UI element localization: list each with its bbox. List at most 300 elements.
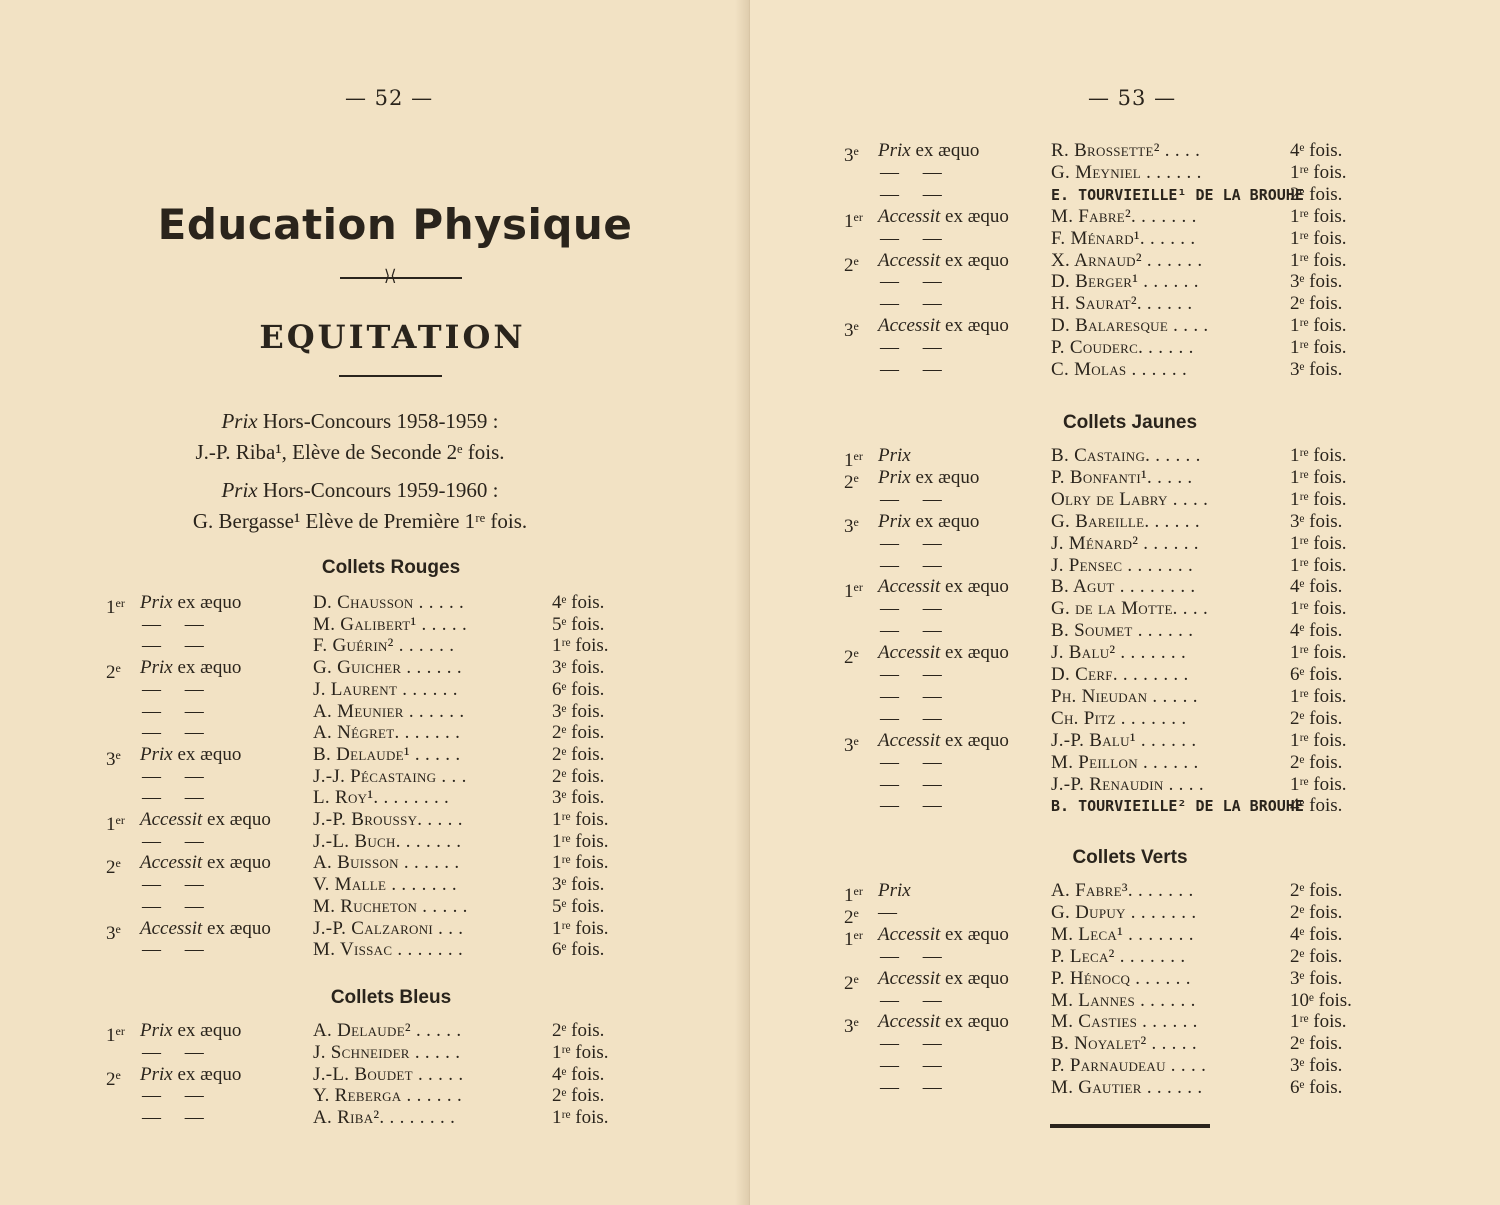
award-qualifier: — — [899, 271, 942, 293]
award-cell — [142, 635, 204, 657]
rank-ordinal: er — [853, 449, 863, 463]
award-qualifier: ex æquo — [940, 205, 1009, 227]
award-qualifier: — — [899, 337, 942, 359]
table-row — [0, 896, 750, 918]
award-label: Accessit — [878, 729, 941, 751]
award-cell — [142, 701, 204, 723]
hors-concours-heading-1: Prix Hors-Concours 1958-1959 : — [221, 409, 499, 433]
table-row — [750, 359, 1500, 381]
award-label: — — [878, 901, 897, 923]
rank-cell: 2e — [106, 1067, 121, 1090]
award-qualifier: ex æquo — [940, 729, 1009, 751]
section-heading: Collets Rouges — [321, 557, 461, 578]
student-name: J.-L. Boudet . . . . . — [313, 1063, 464, 1085]
award-qualifier: — — [161, 895, 204, 917]
award-label: Accessit — [878, 642, 941, 664]
award-cell — [880, 293, 942, 315]
table-row — [750, 1011, 1500, 1038]
award-qualifier: — — [899, 598, 942, 620]
award-cell — [880, 489, 942, 511]
award-cell — [880, 337, 942, 359]
table-row — [750, 337, 1500, 359]
times-count: 2ᵉ fois. — [1290, 183, 1343, 205]
student-name: A. Delaude² . . . . . — [313, 1020, 462, 1041]
rank-ordinal: e — [115, 856, 121, 871]
award-label: Prix — [878, 880, 911, 901]
student-name: J.-L. Buch. . . . . . . — [313, 830, 462, 852]
table-row — [0, 1085, 750, 1107]
table-row — [0, 679, 750, 701]
award-label: — — [880, 598, 899, 620]
times-count: 1ʳᵉ fois. — [1290, 205, 1347, 227]
award-qualifier: — — [161, 787, 204, 809]
award-cell — [142, 766, 204, 788]
student-name: X. Arnaud² . . . . . . — [1051, 249, 1203, 271]
award-cell — [140, 592, 241, 614]
award-label: Accessit — [878, 1011, 941, 1033]
times-count: 2ᵉ fois. — [552, 1020, 605, 1041]
award-label: Prix — [878, 140, 911, 161]
times-count: 4ᵉ fois. — [1290, 923, 1343, 945]
award-label: — — [142, 895, 161, 917]
student-name: M. Fabre². . . . . . . — [1051, 205, 1197, 227]
table-row — [0, 766, 750, 788]
award-qualifier: ex æquo — [940, 315, 1009, 337]
award-cell — [878, 576, 1009, 598]
award-label: — — [880, 773, 899, 795]
award-qualifier: ex æquo — [910, 140, 980, 161]
award-label: — — [142, 1107, 161, 1129]
table-row — [750, 315, 1500, 342]
rank-ordinal: e — [853, 144, 859, 158]
student-name: M. Gautier . . . . . . — [1051, 1077, 1203, 1099]
award-qualifier: — — [899, 685, 942, 707]
award-cell — [880, 1077, 942, 1099]
page-number-right: — 53 — — [1088, 86, 1177, 110]
student-name: J.-J. Pécastaing . . . — [313, 765, 467, 787]
award-label: — — [880, 532, 899, 554]
award-qualifier: — — [899, 161, 942, 183]
award-qualifier: — — [899, 989, 942, 1011]
award-qualifier: ex æquo — [940, 923, 1009, 945]
award-cell — [880, 795, 942, 817]
table-row — [0, 852, 750, 879]
times-count: 1ʳᵉ fois. — [1290, 642, 1347, 664]
times-count: 6ᵉ fois. — [1290, 1077, 1343, 1099]
table-row — [0, 592, 750, 618]
table-row — [750, 598, 1500, 620]
student-name: J. Laurent . . . . . . — [313, 678, 458, 700]
award-label: — — [880, 554, 899, 576]
table-row — [750, 162, 1500, 184]
student-name: J. Schneider . . . . . — [313, 1041, 461, 1063]
award-cell — [142, 1107, 204, 1129]
award-label: — — [880, 989, 899, 1011]
ornament-rule — [340, 277, 462, 279]
table-row — [750, 466, 1500, 493]
student-name: J. Ménard² . . . . . . — [1051, 532, 1199, 554]
rank-cell: 3e — [844, 733, 859, 756]
award-label: — — [142, 765, 161, 787]
award-label: — — [880, 161, 899, 183]
award-label: — — [142, 700, 161, 722]
award-qualifier: — — [899, 795, 942, 817]
award-cell — [142, 1085, 204, 1107]
times-count: 2ᵉ fois. — [1290, 293, 1343, 315]
award-label: Prix — [140, 743, 173, 765]
times-count: 1ʳᵉ fois. — [1290, 532, 1347, 554]
student-name: J.-P. Renaudin . . . . — [1051, 773, 1204, 795]
award-label: — — [880, 664, 899, 685]
times-count: 1ʳᵉ fois. — [1290, 249, 1347, 271]
times-count: 1ʳᵉ fois. — [552, 830, 609, 852]
student-name: P. Hénocq . . . . . . — [1051, 967, 1191, 989]
student-name: F. Guérin² . . . . . . — [313, 635, 455, 657]
times-count: 2ᵉ fois. — [1290, 1033, 1343, 1055]
award-qualifier: — — [161, 939, 204, 961]
award-label: Prix — [140, 1063, 173, 1085]
table-row — [750, 620, 1500, 642]
rank-cell: 1er — [844, 580, 863, 603]
award-label: Prix — [140, 657, 173, 679]
rank-cell: 3e — [106, 747, 121, 770]
student-name: M. Peillon . . . . . . — [1051, 751, 1199, 773]
student-name: A. Meunier . . . . . . — [313, 700, 465, 722]
times-count: 5ᵉ fois. — [552, 613, 605, 635]
student-name: L. Roy¹. . . . . . . . — [313, 787, 450, 809]
times-count: 4ᵉ fois. — [552, 592, 605, 613]
hors-concours-line-1: J.-P. Riba¹, Elève de Seconde 2ᵉ fois. — [195, 440, 505, 464]
award-qualifier: — — [899, 554, 942, 576]
table-row — [750, 664, 1500, 686]
rank-cell: 1er — [844, 209, 863, 232]
times-count: 5ᵉ fois. — [552, 895, 605, 917]
table-row — [750, 990, 1500, 1012]
student-name: P. Couderc. . . . . . — [1051, 337, 1194, 359]
award-qualifier: ex æquo — [172, 1063, 242, 1085]
student-name: M. Leca¹ . . . . . . . — [1051, 923, 1194, 945]
student-name: B. Castaing. . . . . . — [1051, 445, 1201, 466]
table-row — [750, 923, 1500, 950]
award-qualifier: — — [899, 773, 942, 795]
table-row — [0, 701, 750, 723]
award-cell — [878, 902, 897, 924]
award-qualifier: — — [899, 359, 942, 380]
award-cell — [880, 359, 942, 381]
student-name: J.-P. Balu¹ . . . . . . — [1051, 729, 1197, 751]
student-name: M. Rucheton . . . . . — [313, 895, 468, 917]
student-name: M. Casties . . . . . . — [1051, 1011, 1198, 1033]
student-name: F. Ménard¹. . . . . . — [1051, 227, 1196, 249]
rank-ordinal: e — [115, 1067, 121, 1082]
rank-cell: 2e — [106, 661, 121, 684]
times-count: 3ᵉ fois. — [1290, 271, 1343, 293]
rank-cell: 1er — [844, 884, 863, 906]
award-qualifier: ex æquo — [940, 967, 1009, 989]
student-name: A. Riba². . . . . . . . — [313, 1107, 456, 1129]
award-qualifier: ex æquo — [172, 1020, 242, 1041]
table-row — [750, 642, 1500, 669]
award-qualifier: ex æquo — [202, 809, 271, 830]
award-cell — [880, 228, 942, 250]
times-count: 3ᵉ fois. — [552, 874, 605, 896]
award-qualifier: — — [161, 1085, 204, 1107]
times-count: 1ʳᵉ fois. — [1290, 773, 1347, 795]
table-row — [0, 787, 750, 809]
rank-ordinal: e — [115, 921, 121, 936]
ornament-icon: ⟩⟨ — [384, 266, 397, 285]
award-cell — [880, 1033, 942, 1055]
table-row — [750, 686, 1500, 708]
award-cell — [880, 533, 942, 555]
table-row — [750, 1077, 1500, 1099]
award-cell — [878, 730, 1009, 752]
award-label: — — [142, 1041, 161, 1063]
student-name: B. Delaude¹ . . . . . — [313, 743, 461, 765]
times-count: 1ʳᵉ fois. — [1290, 554, 1347, 576]
times-count: 1ʳᵉ fois. — [552, 809, 609, 830]
award-qualifier: ex æquo — [202, 852, 271, 874]
student-name: V. Malle . . . . . . . — [313, 874, 457, 896]
award-qualifier: — — [161, 613, 204, 635]
award-cell — [140, 744, 241, 766]
award-cell — [142, 831, 204, 853]
times-count: 1ʳᵉ fois. — [552, 917, 609, 939]
award-label: Accessit — [140, 852, 203, 874]
table-row — [750, 708, 1500, 730]
table-row — [750, 249, 1500, 276]
times-count: 1ʳᵉ fois. — [1290, 161, 1347, 183]
table-row — [750, 489, 1500, 511]
award-label: — — [880, 293, 899, 315]
award-qualifier: — — [161, 874, 204, 896]
student-name: B. Noyalet² . . . . . — [1051, 1033, 1197, 1055]
award-cell — [880, 664, 942, 686]
times-count: 2ᵉ fois. — [552, 765, 605, 787]
times-count: 1ʳᵉ fois. — [1290, 685, 1347, 707]
award-label: — — [880, 227, 899, 249]
award-qualifier: ex æquo — [910, 466, 980, 488]
student-name: G. Dupuy . . . . . . . — [1051, 901, 1197, 923]
award-qualifier: — — [899, 664, 942, 685]
table-row — [0, 1107, 750, 1129]
table-row — [0, 874, 750, 896]
times-count: 6ᵉ fois. — [552, 939, 605, 961]
times-count: 1ʳᵉ fois. — [552, 852, 609, 874]
award-label: — — [880, 271, 899, 293]
award-cell — [142, 787, 204, 809]
award-label: — — [880, 1077, 899, 1099]
award-label: — — [880, 795, 899, 817]
student-name: D. Chausson . . . . . — [313, 592, 465, 613]
times-count: 1ʳᵉ fois. — [1290, 445, 1347, 466]
award-qualifier: — — [899, 1055, 942, 1077]
times-count: 1ʳᵉ fois. — [1290, 337, 1347, 359]
award-cell — [878, 511, 979, 533]
rank-cell: 2e — [106, 856, 121, 879]
times-count: 6ᵉ fois. — [1290, 664, 1343, 685]
award-cell — [880, 598, 942, 620]
table-row — [0, 743, 750, 770]
award-label: Accessit — [878, 249, 941, 271]
award-label: Prix — [140, 1020, 173, 1041]
student-name: D. Berger¹ . . . . . . — [1051, 271, 1199, 293]
rank-cell: 1er — [106, 596, 125, 618]
table-row — [0, 614, 750, 636]
student-name: Y. Reberga . . . . . . — [313, 1085, 463, 1107]
student-name: J.-P. Calzaroni . . . — [313, 917, 464, 939]
award-label: — — [142, 678, 161, 700]
award-qualifier: — — [899, 751, 942, 773]
table-row — [750, 293, 1500, 315]
award-cell — [878, 206, 1009, 228]
award-cell — [142, 939, 204, 961]
award-cell — [880, 946, 942, 968]
award-label: — — [880, 751, 899, 773]
award-qualifier: — — [161, 765, 204, 787]
student-name: A. Négret. . . . . . . — [313, 722, 461, 744]
rank-cell: 3e — [844, 144, 859, 166]
award-cell — [140, 852, 271, 874]
award-label: — — [880, 337, 899, 359]
rank-ordinal: er — [853, 209, 863, 224]
rank-cell: 1er — [106, 813, 125, 835]
table-row — [750, 445, 1500, 471]
award-cell — [878, 250, 1009, 272]
rank-ordinal: e — [853, 514, 859, 529]
rank-ordinal: er — [853, 927, 863, 942]
award-cell — [878, 445, 911, 467]
award-label: — — [142, 613, 161, 635]
times-count: 2ᵉ fois. — [1290, 901, 1343, 923]
award-qualifier: ex æquo — [910, 510, 980, 532]
award-cell — [140, 1064, 241, 1086]
student-name: M. Lannes . . . . . . — [1051, 989, 1196, 1011]
student-name: G. de la Motte. . . . — [1051, 598, 1209, 620]
times-count: 1ʳᵉ fois. — [1290, 729, 1347, 751]
award-qualifier: — — [899, 945, 942, 967]
title-rule — [339, 375, 442, 377]
rank-cell: 3e — [844, 319, 859, 342]
times-count: 3ᵉ fois. — [1290, 359, 1343, 380]
section-heading: Collets Bleus — [330, 987, 452, 1008]
times-count: 2ᵉ fois. — [1290, 945, 1343, 967]
award-label: — — [142, 830, 161, 852]
student-name: J.-P. Broussy. . . . . — [313, 809, 463, 830]
times-count: 1ʳᵉ fois. — [1290, 466, 1347, 488]
award-qualifier: — — [161, 678, 204, 700]
student-name-condensed: E. TOURVIEILLE¹ DE LA BROUHE — [1051, 185, 1304, 204]
times-count: 1ʳᵉ fois. — [552, 1107, 609, 1129]
table-row — [750, 1033, 1500, 1055]
award-cell — [880, 184, 942, 206]
student-name: Ch. Pitz . . . . . . . — [1051, 707, 1187, 729]
award-cell — [880, 708, 942, 730]
times-count: 10ᵉ fois. — [1290, 989, 1352, 1011]
award-cell — [142, 614, 204, 636]
section-title: EQUITATION — [259, 318, 526, 356]
table-row — [750, 271, 1500, 293]
award-cell — [142, 1042, 204, 1064]
award-label: Accessit — [878, 205, 941, 227]
award-qualifier: — — [899, 227, 942, 249]
award-cell — [880, 162, 942, 184]
award-cell — [142, 722, 204, 744]
award-cell — [878, 924, 1009, 946]
award-label: Accessit — [140, 809, 203, 830]
rank-ordinal: e — [853, 646, 859, 661]
table-row — [750, 774, 1500, 796]
times-count: 2ᵉ fois. — [552, 743, 605, 765]
student-name: G. Guicher . . . . . . — [313, 657, 462, 679]
table-row — [750, 946, 1500, 968]
award-qualifier: ex æquo — [172, 743, 242, 765]
award-label: — — [142, 874, 161, 896]
award-qualifier: — — [899, 1077, 942, 1099]
times-count: 2ᵉ fois. — [1290, 751, 1343, 773]
student-name: D. Balaresque . . . . — [1051, 315, 1209, 337]
times-count: 1ʳᵉ fois. — [1290, 488, 1347, 510]
rank-ordinal: er — [115, 1024, 125, 1038]
table-row — [750, 205, 1500, 232]
award-label: Accessit — [878, 967, 941, 989]
award-label: — — [142, 722, 161, 744]
award-qualifier: ex æquo — [940, 576, 1009, 598]
rank-ordinal: er — [115, 596, 125, 610]
right-page — [750, 0, 1500, 1205]
award-cell — [140, 809, 271, 831]
student-name: R. Brossette² . . . . — [1051, 140, 1201, 161]
times-count: 3ᵉ fois. — [1290, 510, 1343, 532]
times-count: 3ᵉ fois. — [1290, 967, 1343, 989]
times-count: 2ᵉ fois. — [1290, 707, 1343, 729]
student-name: M. Vissac . . . . . . . — [313, 939, 464, 961]
award-qualifier: ex æquo — [172, 592, 242, 613]
student-name — [1051, 184, 1304, 206]
table-row — [0, 917, 750, 944]
times-count: 2ᵉ fois. — [552, 1085, 605, 1107]
award-cell — [878, 1011, 1009, 1033]
student-name: J. Pensec . . . . . . . — [1051, 554, 1194, 576]
table-row — [0, 657, 750, 684]
table-row — [750, 901, 1500, 928]
award-label: — — [880, 359, 899, 380]
rank-cell: 3e — [844, 1015, 859, 1038]
award-cell — [880, 1055, 942, 1077]
table-row — [0, 1063, 750, 1090]
rank-ordinal: e — [853, 971, 859, 986]
times-count: 2ᵉ fois. — [1290, 880, 1343, 901]
award-qualifier: — — [899, 532, 942, 554]
award-label: Accessit — [878, 315, 941, 337]
award-label: — — [142, 939, 161, 961]
rank-cell: 2e — [844, 470, 859, 493]
student-name — [1051, 795, 1304, 817]
award-cell — [142, 874, 204, 896]
award-cell — [880, 620, 942, 642]
table-row — [0, 1020, 750, 1046]
award-cell — [142, 679, 204, 701]
award-label: Accessit — [140, 917, 203, 939]
rank-ordinal: e — [853, 253, 859, 268]
page-number-left: — 52 — — [345, 86, 434, 110]
times-count: 3ᵉ fois. — [552, 657, 605, 679]
times-count: 4ᵉ fois. — [552, 1063, 605, 1085]
award-cell — [880, 774, 942, 796]
award-qualifier: — — [899, 488, 942, 510]
award-label: — — [880, 707, 899, 729]
times-count: 4ᵉ fois. — [1290, 140, 1343, 161]
